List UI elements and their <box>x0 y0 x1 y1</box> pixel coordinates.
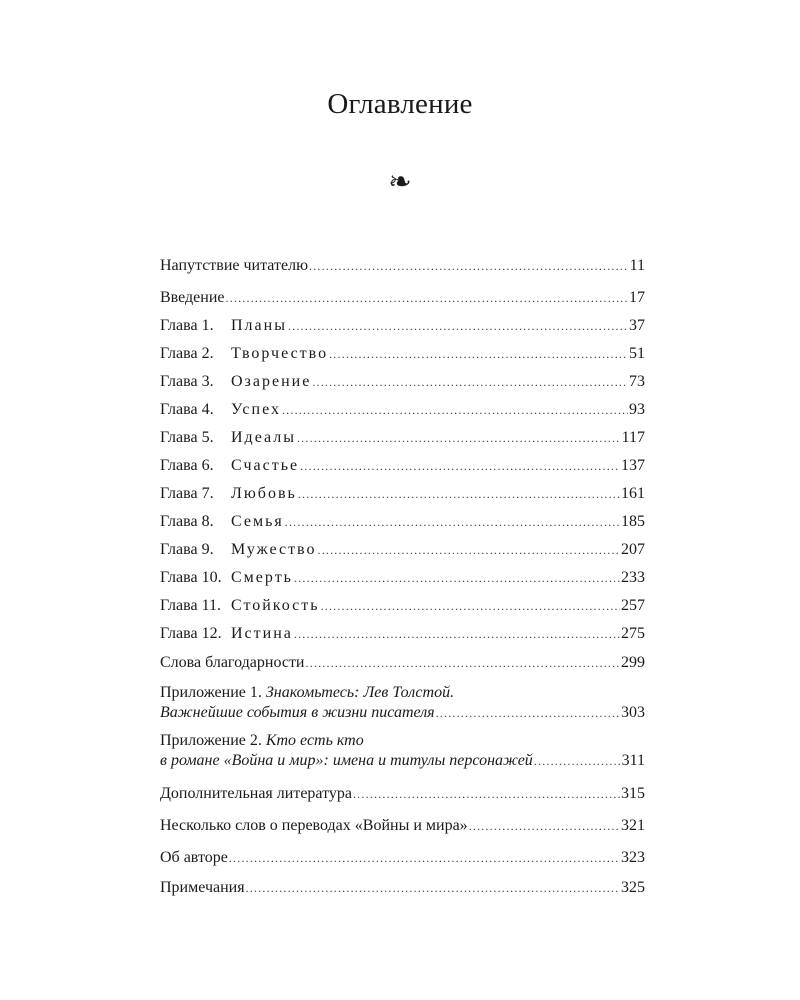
entry-title: Слова благодарности <box>160 654 305 671</box>
toc-entry-about-author[interactable] <box>160 848 645 868</box>
appendix-label: Приложение 1. <box>160 684 262 701</box>
toc-entry-chapter-3[interactable] <box>160 372 645 392</box>
chapter-title: Истина <box>231 625 293 642</box>
chapter-label: Глава 12. <box>160 625 222 642</box>
toc-entry-chapter-7[interactable] <box>160 484 645 504</box>
chapter-label: Глава 7. <box>160 485 214 502</box>
page-number: 323 <box>621 849 645 866</box>
page-title: Оглавление <box>327 88 473 120</box>
toc-entry-chapter-4[interactable] <box>160 400 645 420</box>
chapter-title: Озарение <box>231 373 312 390</box>
dot-leader <box>294 568 620 588</box>
toc-entry-chapter-10[interactable] <box>160 568 645 588</box>
dot-leader <box>436 703 620 723</box>
page-number: 325 <box>621 879 645 896</box>
chapter-title: Идеалы <box>231 429 296 446</box>
page-number: 185 <box>621 513 645 530</box>
page-number: 275 <box>621 625 645 642</box>
chapter-label: Глава 1. <box>160 317 214 334</box>
entry-title: Об авторе <box>160 849 228 866</box>
appendix-subtitle: в романе «Война и мир»: имена и титулы персонажей <box>160 752 533 769</box>
page-number: 117 <box>621 429 645 446</box>
toc-entry-chapter-9[interactable] <box>160 540 645 560</box>
toc-entry-chapter-2[interactable] <box>160 344 645 364</box>
page-number: 321 <box>621 817 645 834</box>
dot-leader <box>306 653 621 673</box>
page-number: 51 <box>629 345 645 362</box>
dot-leader <box>298 484 620 504</box>
page-number: 233 <box>621 569 645 586</box>
toc-entry-introduction[interactable] <box>160 288 645 308</box>
toc-entry-notes[interactable] <box>160 878 645 898</box>
entry-title: Напутствие читателю <box>160 257 309 274</box>
page-number: 93 <box>629 401 645 418</box>
toc-entry-further-reading[interactable] <box>160 784 645 804</box>
page-number: 315 <box>621 785 645 802</box>
page-number: 299 <box>621 654 645 671</box>
toc-entry-chapter-8[interactable] <box>160 512 645 532</box>
toc-entry-acknowledgments[interactable] <box>160 653 645 673</box>
dot-leader <box>309 256 629 276</box>
dot-leader <box>312 372 628 392</box>
page-number: 303 <box>621 704 645 721</box>
dot-leader <box>285 512 620 532</box>
dot-leader <box>297 428 621 448</box>
entry-title: Введение <box>160 289 225 306</box>
appendix-title: Кто есть кто <box>265 732 364 749</box>
toc-entry-chapter-1[interactable] <box>160 316 645 336</box>
page-number: 137 <box>621 457 645 474</box>
appendix-title: Знакомьтесь: Лев Толстой. <box>265 684 455 701</box>
toc-entry-chapter-12[interactable] <box>160 624 645 644</box>
chapter-title: Семья <box>231 513 284 530</box>
page-number: 17 <box>629 289 645 306</box>
page-number: 37 <box>629 317 645 334</box>
chapter-label: Глава 6. <box>160 457 214 474</box>
chapter-title: Любовь <box>231 485 297 502</box>
dot-leader <box>469 816 620 836</box>
toc-entry-appendix-1[interactable] <box>160 683 645 723</box>
dot-leader <box>226 288 629 308</box>
page-number: 11 <box>629 257 645 274</box>
toc-entry-foreword[interactable] <box>160 256 645 276</box>
dot-leader <box>246 878 620 898</box>
entry-title: Несколько слов о переводах «Войны и мира» <box>160 817 468 834</box>
page-number: 311 <box>621 752 645 769</box>
chapter-label: Глава 5. <box>160 429 214 446</box>
dot-leader <box>300 456 620 476</box>
chapter-title: Творчество <box>231 345 329 362</box>
page-number: 73 <box>629 373 645 390</box>
toc-entry-appendix-2[interactable] <box>160 731 645 771</box>
page-number: 161 <box>621 485 645 502</box>
dot-leader <box>329 344 628 364</box>
entry-title: Дополнительная литература <box>160 785 352 802</box>
toc-entry-chapter-6[interactable] <box>160 456 645 476</box>
toc-entry-chapter-11[interactable] <box>160 596 645 616</box>
chapter-label: Глава 9. <box>160 541 214 558</box>
chapter-label: Глава 3. <box>160 373 214 390</box>
appendix-subtitle: Важнейшие события в жизни писателя <box>160 704 435 721</box>
chapter-label: Глава 4. <box>160 401 214 418</box>
chapter-label: Глава 2. <box>160 345 214 362</box>
chapter-title: Успех <box>231 401 281 418</box>
entry-title: Примечания <box>160 879 245 896</box>
toc-entry-translations[interactable] <box>160 816 645 836</box>
dot-leader <box>534 751 621 771</box>
page-number: 207 <box>621 541 645 558</box>
dot-leader <box>294 624 620 644</box>
chapter-title: Мужество <box>231 541 317 558</box>
chapter-title: Стойкость <box>231 597 320 614</box>
page-number: 257 <box>621 597 645 614</box>
chapter-label: Глава 10. <box>160 569 222 586</box>
fleuron-ornament-icon: ❧ <box>388 167 412 198</box>
dot-leader <box>282 400 628 420</box>
appendix-label: Приложение 2. <box>160 732 262 749</box>
chapter-title: Смерть <box>231 569 293 586</box>
dot-leader <box>321 596 620 616</box>
chapter-label: Глава 11. <box>160 597 221 614</box>
dot-leader <box>288 316 628 336</box>
chapter-label: Глава 8. <box>160 513 214 530</box>
chapter-title: Планы <box>231 317 287 334</box>
dot-leader <box>353 784 620 804</box>
chapter-title: Счастье <box>231 457 300 474</box>
dot-leader <box>229 848 620 868</box>
toc-entry-chapter-5[interactable] <box>160 428 645 448</box>
dot-leader <box>318 540 621 560</box>
